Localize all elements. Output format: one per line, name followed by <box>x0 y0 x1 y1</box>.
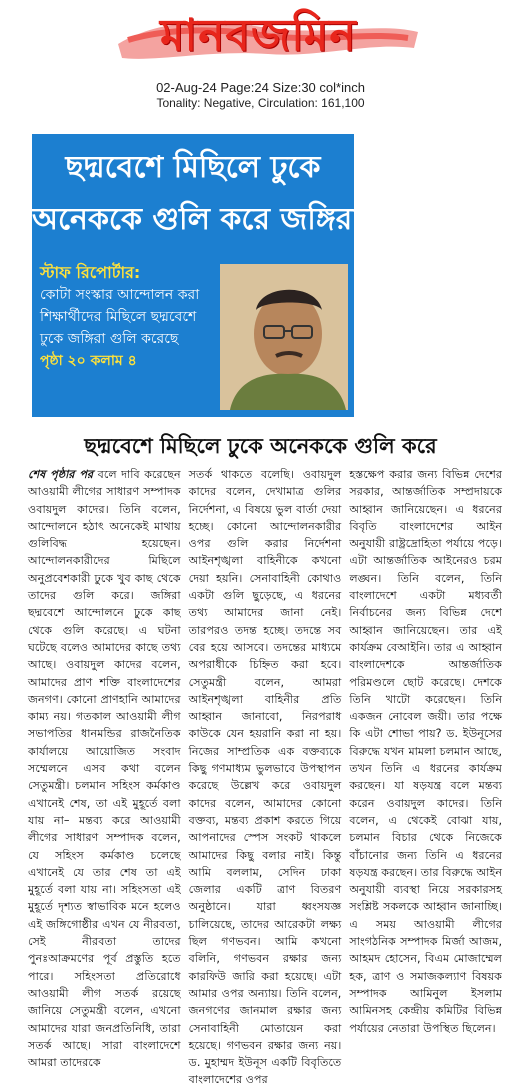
page-reference: পৃষ্ঠা ২০ কলাম ৪ <box>40 353 137 369</box>
clipping-meta-tonality: Tonality: Negative, Circulation: 161,100 <box>156 96 365 110</box>
front-page-teaser <box>32 134 361 417</box>
article-column-2: সতর্ক থাকতে বলেছি। ওবায়দুল কাদের বলেন, দেখামাত্র গুলির নির্দেশনা, এ বিষয়ে ভুল বার্তা দেয়া হচ্ছে। কোনো আন্দোলনকারীর ওপর গুলি করার নির্দেশনা আইনশৃঙ্খলা বাহিনীকে কখনো দেয়া হয়নি। সেনাবাহিনী কোথাও একটা গুলি ছুড়েছে, এ ধরনের তথ্য আমাদের জানা নেই। তারপরও তদন্ত হচ্ছে। তদন্তে সব বের হয়ে আসবে। তদন্তের মাধ্যমে অপরাধীকে চিহ্নিত করা হবে। সেতুমন্ত্রী বলেন, আমরা আইনশৃঙ্খলা বাহিনীর প্রতি আহ্বান জানাবো, নিরপরাধ কাউকে যেন হয়রানি করা না হয়। নিজের সাম্প্রতিক এক বক্তব্যকে কিছু গণমাধ্যম ভুলভাবে উপস্থাপন করেছে উল্লেখ করে ওবায়দুল কাদের বলেন, আমাদের কোনো বক্তব্য, মন্তব্য প্রকাশ করতে গিয়ে আপনাদের স্পেস সংকট থাকলে আমাদের কিছু বলার নাই। কিন্তু আমি বললাম, সেদিন ঢাকা জেলার একটি ত্রাণ বিতরণ অনুষ্ঠানে। যারা ধ্বংসযজ্ঞ চালিয়েছে, তাদের আরেকটা লক্ষ্য ছিল গণভবন। আমি কখনো বলিনি, গণভবন রক্ষার জন্য কারফিউ জারি করা হয়েছে। এটা আমার ওপর অন্যায়। তিনি বলেন, জনগণের জানমাল রক্ষার জন্য সেনাবাহিনী মোতায়েন করা হয়েছে। গণভবন রক্ষার জন্য নয়। ড. মুহাম্মদ ইউনূস একটি বিবৃতিতে বাংলাদেশের ওপর <box>188 468 342 1087</box>
portrait-illustration <box>220 264 348 410</box>
byline-label: স্টাফ রিপোর্টার: <box>40 263 141 282</box>
article-headline: ছদ্মবেশে মিছিলে ঢুকে অনেককে গুলি করে <box>84 434 437 458</box>
continued-from-label: শেষ পৃষ্ঠার পর <box>28 468 94 481</box>
byline-text: কোটা সংস্কার আন্দোলন করা শিক্ষার্থীদের মিছিলে ছদ্মবেশে ঢুকে জঙ্গিরা গুলি করেছে <box>40 287 200 347</box>
teaser-headline-line1: ছদ্মবেশে মিছিলে ঢুকে <box>65 150 321 185</box>
article-column-1 <box>28 466 181 1070</box>
teaser-byline <box>40 262 220 412</box>
column-1-text: বলে দাবি করেছেন আওয়ামী লীগের সাধারণ সম্পাদক ওবায়দুল কাদের। তিনি বলেন, আন্দোলনে হঠাৎ অনেকেই মাথায় গুলিবিদ্ধ হয়েছেন। আন্দোলনকারীদের মিছিলে অনুপ্রবেশকারী ঢুকে খুব কাছ থেকে তাদের গুলি করে। জঙ্গিরা ছদ্মবেশে আন্দোলনে ঢুকে কাছ থেকে গুলি করেছে। এ ঘটনা ঘটেছে বলেও আমাদের কাছে তথ্য আছে। ওবায়দুল কাদের বলেন, আমাদের প্রাণ শক্তি বাংলাদেশের জনগণ। কোনো প্রাণহানি আমাদের কাম্য নয়। গতকাল আওয়ামী লীগ সভাপতির ধানমন্ডির রাজনৈতিক কার্যালয়ে আয়োজিত সংবাদ সম্মেলনে এসব কথা বলেন সেতুমন্ত্রী। চলমান সহিংস কর্মকাণ্ড এখানেই শেষ, তা এই মুহূর্তে বলা যায় না– মন্তব্য করে আওয়ামী লীগের সাধারণ সম্পাদক বলেন, যে সহিংস কর্মকাণ্ড চলেছে এখানেই যে তার শেষ তা এই মুহূর্তে বলা যায় না। সহিংসতা এই মুহূর্তে দৃশ্যত স্বাভাবিক মনে হলেও এই জঙ্গিগোষ্ঠীর এখন যে নীরবতা, সেই নীরবতা তাদের পুনঃআক্রমণের পূর্ব প্রস্তুতি হতে পারে। সহিংসতা প্রতিরোধে আওয়ামী লীগ সতর্ক রয়েছে জানিয়ে সেতুমন্ত্রী বলেন, এখনো আমাদের যারা জনপ্রতিনিধি, তারা সতর্ক আছে। সারা বাংলাদেশে আমরা তাদেরকে <box>28 468 181 1070</box>
clipping-meta-date-page: 02-Aug-24 Page:24 Size:30 col*inch <box>156 80 365 95</box>
newspaper-logo: মানবজমিন <box>160 10 357 61</box>
masthead <box>0 0 521 110</box>
teaser-headline-line2: অনেককে গুলি করে জঙ্গিরা <box>32 202 361 237</box>
portrait-photo <box>220 264 348 410</box>
article-column-3: হস্তক্ষেপ করার জন্য বিভিন্ন দেশের সরকার, আন্তর্জাতিক সম্প্রদায়কে আহ্বান জানিয়েছেন। এ ধরনের বিবৃতি বাংলাদেশের আইন অনুযায়ী রাষ্ট্রদ্রোহিতা পর্যায়ে পড়ে। এটা আন্তর্জাতিক আইনেরও চরম লঙ্ঘন। তিনি বলেন, তিনি বাংলাদেশে একটা মধ্যবর্তী নির্বাচনের জন্য বিভিন্ন দেশে আহ্বান জানিয়েছেন। তার এই কার্যক্রম বেআইনি। তার এ আহ্বান বাংলাদেশকে আন্তর্জাতিক পরিমণ্ডলে ছোট করেছে। দেশকে তিনি খাটো করেছেন। তিনি একজন নোবেল জয়ী। তার পক্ষে কি এটা শোভা পায়? ড. ইউনূসের বিরুদ্ধে যখন মামলা চলমান আছে, তখন তিনি এ ধরনের কার্যক্রম করছেন। যা ষড়যন্ত্র বলে মন্তব্য করেন ওবায়দুল কাদের। তিনি বলেন, এ থেকেই বোঝা যায়, চলমান বিচার থেকে নিজেকে বাঁচানোর জন্য তিনি এ ধরনের ষড়যন্ত্র করছেন। তার বিরুদ্ধে আইন অনুযায়ী ব্যবস্থা নিয়ে সরকারসহ সংশ্লিষ্ট সকলকে আহ্বান জানাচ্ছি। এ সময় আওয়ামী লীগের সাংগঠনিক সম্পাদক মির্জা আজম, আহমদ হোসেন, বিএম মোজাম্মেল হক, ত্রাণ ও সমাজকল্যাণ বিষয়ক সম্পাদক আমিনুল ইসলাম আমিনসহ কেন্দ্রীয় কমিটির বিভিন্ন পর্যায়ের নেতারা উপস্থিত ছিলেন। <box>349 468 503 1035</box>
article-body <box>28 466 503 1087</box>
